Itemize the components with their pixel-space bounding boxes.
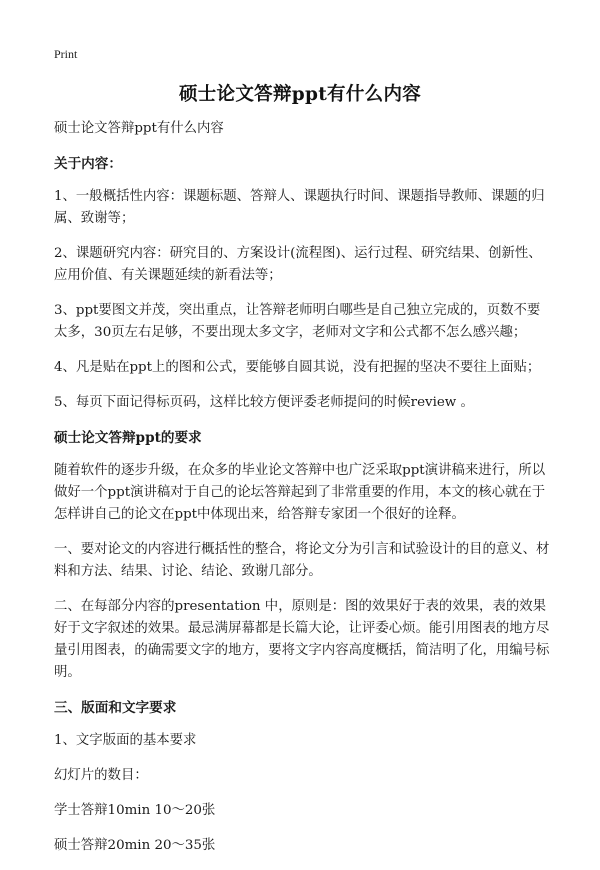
list-item: 1、一般概括性内容：课题标题、答辩人、课题执行时间、课题指导教师、课题的归属、致谢等； [54, 189, 545, 226]
list-item: 2、课题研究内容：研究目的、方案设计(流程图)、运行过程、研究结果、创新性、应用价值、有关课题延续的新看法等； [54, 246, 542, 283]
list-item: 5、每页下面记得标页码，这样比较方便评委老师提问的时候review 。 [54, 395, 474, 410]
document-title: 硕士论文答辩ppt有什么内容 [178, 84, 422, 105]
section-heading-requirements: 硕士论文答辩ppt的要求 [54, 430, 202, 446]
text-line: 学士答辩10min 10～20张 [54, 803, 216, 818]
section-heading-content: 关于内容： [54, 156, 122, 172]
paragraph: 随着软件的逐步升级，在众多的毕业论文答辩中也广泛采取ppt演讲稿来进行，所以做好一个ppt演讲稿对于自己的论坛答辩起到了非常重要的作用，本文的核心就在于怎样讲自己的论文在ppt中体现出来，给答辩专家团一个很好的诠释。 [54, 463, 546, 522]
document-subtitle: 硕士论文答辩ppt有什么内容 [54, 121, 224, 136]
paragraph: 一、要对论文的内容进行概括性的整合，将论文分为引言和试验设计的目的意义、材料和方法、结果、讨论、结论、致谢几部分。 [54, 542, 550, 579]
section-heading-layout: 三、版面和文字要求 [54, 700, 177, 716]
list-item: 3、ppt要图文并茂，突出重点，让答辩老师明白哪些是自己独立完成的，页数不要太多，30页左右足够，不要出现太多文字，老师对文字和公式都不怎么感兴趣； [54, 303, 541, 340]
paragraph: 二、在每部分内容的presentation 中，原则是：图的效果好于表的效果，表的效果好于文字叙述的效果。最忌满屏幕都是长篇大论，让评委心烦。能引用图表的地方尽量引用图表，的确需要文字的地方，要将文字内容高度概括，简洁明了化，用编号标明。 [54, 599, 550, 680]
list-item: 4、凡是贴在ppt上的图和公式，要能够自圆其说，没有把握的坚决不要往上面贴； [54, 360, 541, 375]
document-body [54, 118, 552, 870]
text-line: 硕士答辩20min 20～35张 [54, 838, 216, 853]
text-line: 1、文字版面的基本要求 [54, 733, 197, 748]
print-label: Print [54, 47, 78, 61]
text-line: 幻灯片的数目： [54, 768, 148, 783]
